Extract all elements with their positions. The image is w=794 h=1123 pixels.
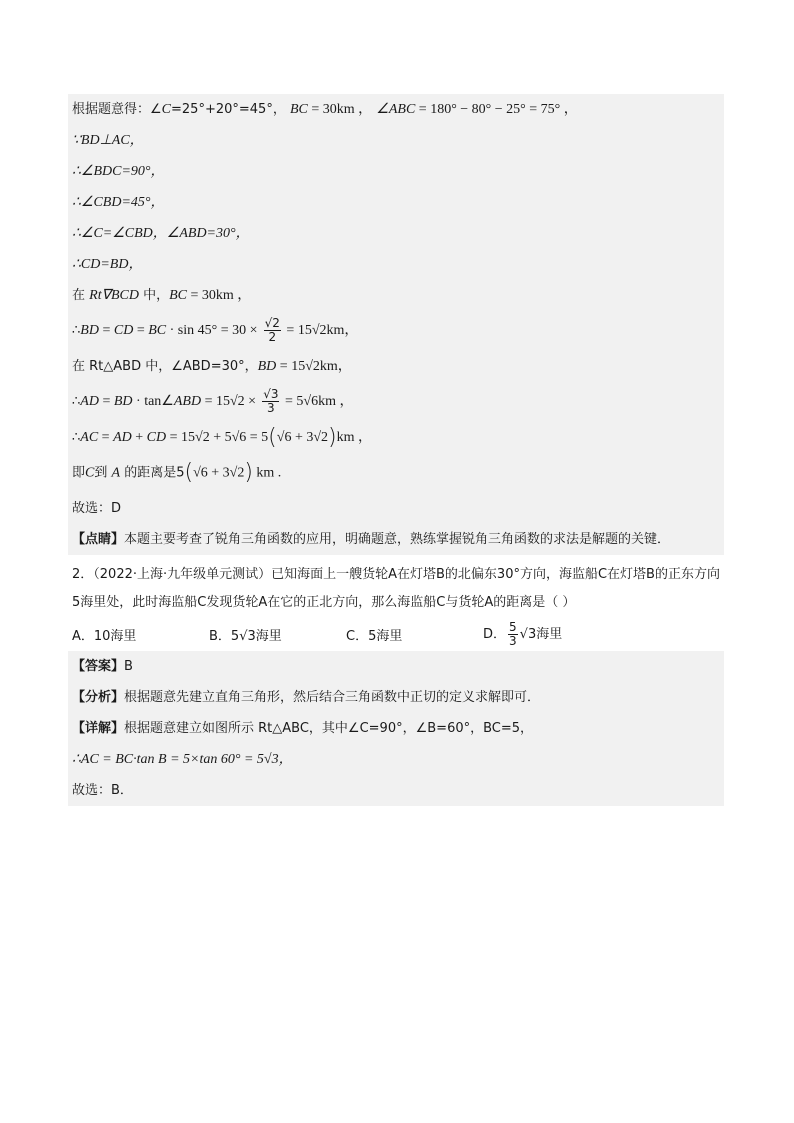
- text: ∠: [150, 102, 162, 117]
- choice-d: [483, 621, 620, 648]
- text: 本题主要考查了锐角三角函数的应用，明确题意，熟练掌握锐角三角函数的求法是解题的关键．: [124, 532, 671, 547]
- text: = 15√2 ×: [201, 394, 257, 409]
- document-page: [68, 94, 724, 806]
- text: km .: [252, 465, 282, 481]
- numerator: √2: [264, 316, 280, 330]
- paren: (: [268, 425, 277, 450]
- solution-block-1: [68, 94, 724, 555]
- var: ∠ABC: [376, 102, 416, 117]
- solution-line: [68, 280, 724, 311]
- text: 到: [94, 465, 112, 481]
- fraction: [264, 317, 281, 344]
- text: √6 + 3√2: [193, 465, 245, 481]
- text: ∴AC = BC·tan B = 5×tan 60° = 5√3，: [72, 752, 293, 767]
- answer-line: [68, 651, 724, 682]
- text: ∴CD=BD，: [72, 257, 143, 272]
- detail-line: [68, 713, 724, 744]
- solution-line: [68, 493, 724, 524]
- tag: 【详解】: [72, 721, 125, 736]
- text: 即: [72, 465, 86, 481]
- text: = 30km ，: [307, 102, 373, 117]
- text: = 15√2 + 5√6 = 5: [166, 430, 269, 445]
- var: CD: [146, 430, 167, 445]
- text: · tan∠: [132, 394, 174, 409]
- text: 的距离是5: [120, 465, 185, 481]
- text: km ，: [336, 430, 373, 445]
- denominator: 2: [268, 330, 277, 344]
- text: = 15√2km，: [276, 359, 352, 374]
- text: ∴∠C=∠CBD，∠ABD=30°，: [72, 226, 250, 241]
- var: AD: [80, 394, 99, 409]
- var: A: [111, 465, 121, 481]
- choice-list: [68, 617, 724, 651]
- solution-line: [68, 382, 724, 422]
- tag: 【分析】: [72, 690, 125, 705]
- calc-line: [68, 744, 724, 775]
- choice-a: A．10海里: [72, 628, 137, 644]
- text: = 180° − 80° − 25° = 75° ，: [415, 102, 578, 117]
- text: +: [131, 430, 147, 445]
- text: 根据题意得：: [72, 102, 151, 117]
- numerator: √3: [263, 387, 279, 401]
- text: 中，: [138, 288, 170, 303]
- text: =: [133, 323, 149, 338]
- solution-line: [68, 125, 724, 156]
- var: BD: [113, 394, 133, 409]
- question-2: [68, 555, 724, 651]
- text: √6 + 3√2: [276, 430, 329, 445]
- text: =25°+20°=45°，: [171, 102, 286, 117]
- text: ∴: [72, 430, 81, 445]
- choice-b: B．5√3海里: [209, 628, 282, 644]
- solution-line: [68, 524, 724, 555]
- analysis-line: [68, 682, 724, 713]
- tag: 【答案】: [72, 659, 125, 674]
- text: ∴∠BDC=90°，: [72, 164, 165, 179]
- text: ∴: [72, 323, 81, 338]
- text: B: [124, 659, 133, 674]
- text: 在: [72, 288, 90, 303]
- denominator: 3: [509, 633, 517, 648]
- text: =: [98, 394, 114, 409]
- var: BC: [148, 323, 167, 338]
- solution-line: [68, 187, 724, 218]
- solution-line: [68, 311, 724, 351]
- solution-line: [68, 453, 724, 493]
- var: BD: [257, 359, 277, 374]
- text: = 30km ，: [186, 288, 252, 303]
- text: 故选：B．: [72, 783, 133, 798]
- var: BC: [169, 288, 187, 303]
- text: · sin 45° = 30 ×: [166, 323, 258, 338]
- paren: ): [244, 460, 253, 485]
- solution-line: [68, 422, 724, 453]
- solution-line: [68, 156, 724, 187]
- fraction: [262, 388, 279, 415]
- text: 根据题意建立如图所示 Rt△ABC，其中∠C=90°，∠B=60°，BC=5，: [124, 721, 534, 736]
- solution-line: [68, 218, 724, 249]
- text: = 5√6km ，: [281, 394, 354, 409]
- var: Rt∇BCD: [89, 288, 139, 303]
- text: =: [98, 323, 114, 338]
- var: C: [161, 102, 172, 117]
- denominator: 3: [267, 401, 275, 415]
- var: ABD: [173, 394, 202, 409]
- text: 在 Rt△ABD 中，∠ABD=30°，: [72, 359, 258, 374]
- text: 根据题意先建立直角三角形，然后结合三角函数中正切的定义求解即可．: [124, 690, 541, 705]
- text: ∴∠CBD=45°，: [72, 195, 165, 210]
- paren: ): [328, 425, 337, 450]
- solution-line: [68, 94, 724, 125]
- solution-line: [68, 249, 724, 280]
- numerator: 5: [509, 619, 517, 634]
- var: BC: [289, 102, 308, 117]
- tag: 【点睛】: [72, 532, 125, 547]
- text: ∴: [72, 394, 81, 409]
- text: = 15√2km，: [282, 323, 359, 338]
- var: AD: [113, 430, 132, 445]
- paren: (: [184, 460, 194, 485]
- text: 故选：D: [72, 501, 122, 516]
- choice-c: C．5海里: [346, 628, 403, 644]
- text: =: [98, 430, 114, 445]
- fraction: [508, 621, 518, 648]
- final-line: [68, 775, 724, 806]
- var: CD: [113, 323, 134, 338]
- text: ∵BD⊥AC，: [72, 133, 144, 148]
- question-text: 2．（2022·上海·九年级单元测试）已知海面上一艘货轮A在灯塔B的北偏东30°方向，海监船C在灯塔B的正东方向5海里处，此时海监船C发现货轮A在它的正北方向，那么海监船C与货轮A的距离是（ ）: [72, 567, 720, 610]
- solution-line: [68, 351, 724, 382]
- var: AC: [80, 430, 99, 445]
- text: D．: [483, 626, 507, 642]
- solution-block-2: [68, 651, 724, 806]
- var: C: [85, 465, 95, 481]
- text: √3海里: [519, 626, 563, 642]
- var: BD: [80, 323, 99, 338]
